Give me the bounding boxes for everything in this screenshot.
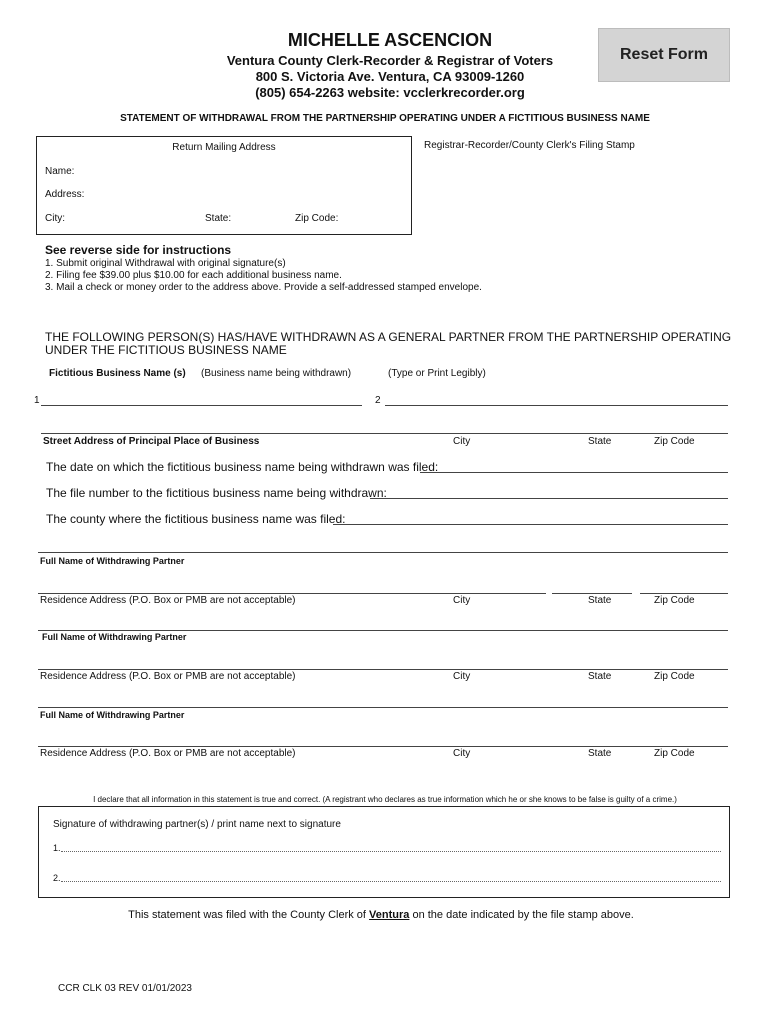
partner-residence-input[interactable] xyxy=(38,746,728,747)
partner-state-label: State xyxy=(588,595,612,606)
partner-residence-label: Residence Address (P.O. Box or PMB are not acceptable) xyxy=(40,671,296,682)
partner-city-label: City xyxy=(453,748,471,759)
partner-zip-input[interactable] xyxy=(640,593,728,594)
partner-residence-input[interactable] xyxy=(38,593,546,594)
instruction-item: 1. Submit original Withdrawal with original signature(s) xyxy=(45,258,286,269)
mailing-address-label: Address: xyxy=(45,189,85,200)
mailing-city-input[interactable] xyxy=(73,210,199,226)
filed-statement-post: on the date indicated by the file stamp above. xyxy=(409,909,634,921)
withdrawn-statement-line1: THE FOLLOWING PERSON(S) HAS/HAVE WITHDRAWN AS A GENERAL PARTNER FROM THE PARTNERSHIP OPERATING xyxy=(45,330,732,344)
partner-residence-input[interactable] xyxy=(38,669,728,670)
partner-residence-label: Residence Address (P.O. Box or PMB are not acceptable) xyxy=(40,748,296,759)
partner-name-label: Full Name of Withdrawing Partner xyxy=(40,556,185,566)
office-address: 800 S. Victoria Ave. Ventura, CA 93009-1260 xyxy=(255,69,525,84)
withdrawn-statement-line2: UNDER THE FICTITIOUS BUSINESS NAME xyxy=(45,343,287,357)
mailing-zip-input[interactable] xyxy=(345,210,405,226)
principal-state-label: State xyxy=(588,436,612,447)
partner-name-input[interactable] xyxy=(38,630,728,631)
partner-city-label: City xyxy=(453,595,471,606)
principal-address-input[interactable] xyxy=(41,433,728,434)
filed-date-label: The date on which the fictitious business name being withdrawn was filed: xyxy=(46,460,439,474)
partner-state-label: State xyxy=(588,671,612,682)
office-contact: (805) 654-2263 website: vcclerkrecorder.org xyxy=(255,85,525,100)
filed-county: Ventura xyxy=(369,909,410,921)
fbn-number-2: 2 xyxy=(375,395,381,406)
signature-heading: Signature of withdrawing partner(s) / print name next to signature xyxy=(53,819,341,830)
fbn-hint-legibly: (Type or Print Legibly) xyxy=(388,368,486,379)
reset-form-button[interactable]: Reset Form xyxy=(598,28,730,82)
instruction-item: 2. Filing fee $39.00 plus $10.00 for each additional business name. xyxy=(45,270,342,281)
partner-residence-label: Residence Address (P.O. Box or PMB are not acceptable) xyxy=(40,595,296,606)
county-filed-input[interactable] xyxy=(333,524,728,525)
fbn-number-1: 1 xyxy=(34,395,40,406)
mailing-name-input[interactable] xyxy=(87,163,403,179)
mailing-state-input[interactable] xyxy=(239,210,291,226)
instructions-heading: See reverse side for instructions xyxy=(45,243,232,257)
partner-zip-label: Zip Code xyxy=(654,671,695,682)
mailing-state-label: State: xyxy=(205,213,232,224)
mailing-city-label: City: xyxy=(45,213,65,224)
principal-address-label: Street Address of Principal Place of Business xyxy=(43,436,260,447)
mailing-heading: Return Mailing Address xyxy=(172,142,276,153)
partner-zip-label: Zip Code xyxy=(654,748,695,759)
file-number-label: The file number to the fictitious business name being withdrawn: xyxy=(46,486,387,500)
office-name: Ventura County Clerk-Recorder & Registrar of Voters xyxy=(226,53,554,68)
signature-input-2[interactable] xyxy=(61,881,721,882)
fbn-label: Fictitious Business Name (s) xyxy=(49,368,186,379)
partner-zip-label: Zip Code xyxy=(654,595,695,606)
principal-city-label: City xyxy=(453,436,471,447)
mailing-address-input[interactable] xyxy=(97,186,403,202)
partner-city-label: City xyxy=(453,671,471,682)
mailing-zip-label: Zip Code: xyxy=(295,213,339,224)
mailing-name-label: Name: xyxy=(45,166,75,177)
form-title: STATEMENT OF WITHDRAWAL FROM THE PARTNERSHIP OPERATING UNDER A FICTITIOUS BUSINESS NAME xyxy=(120,113,650,124)
filed-statement-pre: This statement was filed with the County Clerk of xyxy=(128,909,370,921)
partner-name-input[interactable] xyxy=(38,552,728,553)
filing-stamp-label: Registrar-Recorder/County Clerk's Filing Stamp xyxy=(424,140,635,151)
principal-zip-label: Zip Code xyxy=(654,436,695,447)
filed-date-input[interactable] xyxy=(420,472,728,473)
partner-state-label: State xyxy=(588,748,612,759)
declaration-text: I declare that all information in this statement is true and correct. (A registrant who declares as true information which he or she knows to be false is guilty of a crime.) xyxy=(93,795,677,804)
signature-box xyxy=(38,806,730,898)
signature-number-1: 1. xyxy=(53,843,61,853)
form-revision: CCR CLK 03 REV 01/01/2023 xyxy=(58,983,192,994)
partner-state-input[interactable] xyxy=(552,593,632,594)
fbn-input-2[interactable] xyxy=(385,405,728,406)
fbn-input-1[interactable] xyxy=(41,405,362,406)
partner-name-label: Full Name of Withdrawing Partner xyxy=(40,710,185,720)
filed-statement xyxy=(0,909,762,921)
signature-number-2: 2. xyxy=(53,873,61,883)
signature-input-1[interactable] xyxy=(61,851,721,852)
partner-name-label: Full Name of Withdrawing Partner xyxy=(42,632,187,642)
instruction-item: 3. Mail a check or money order to the address above. Provide a self-addressed stamped envelope. xyxy=(45,282,482,293)
file-number-input[interactable] xyxy=(370,498,728,499)
partner-name-input[interactable] xyxy=(38,707,728,708)
return-mailing-address-box xyxy=(36,136,412,235)
county-filed-label: The county where the fictitious business name was filed: xyxy=(46,512,346,526)
fbn-hint: (Business name being withdrawn) xyxy=(201,368,352,379)
clerk-name: MICHELLE ASCENCION xyxy=(287,30,493,50)
